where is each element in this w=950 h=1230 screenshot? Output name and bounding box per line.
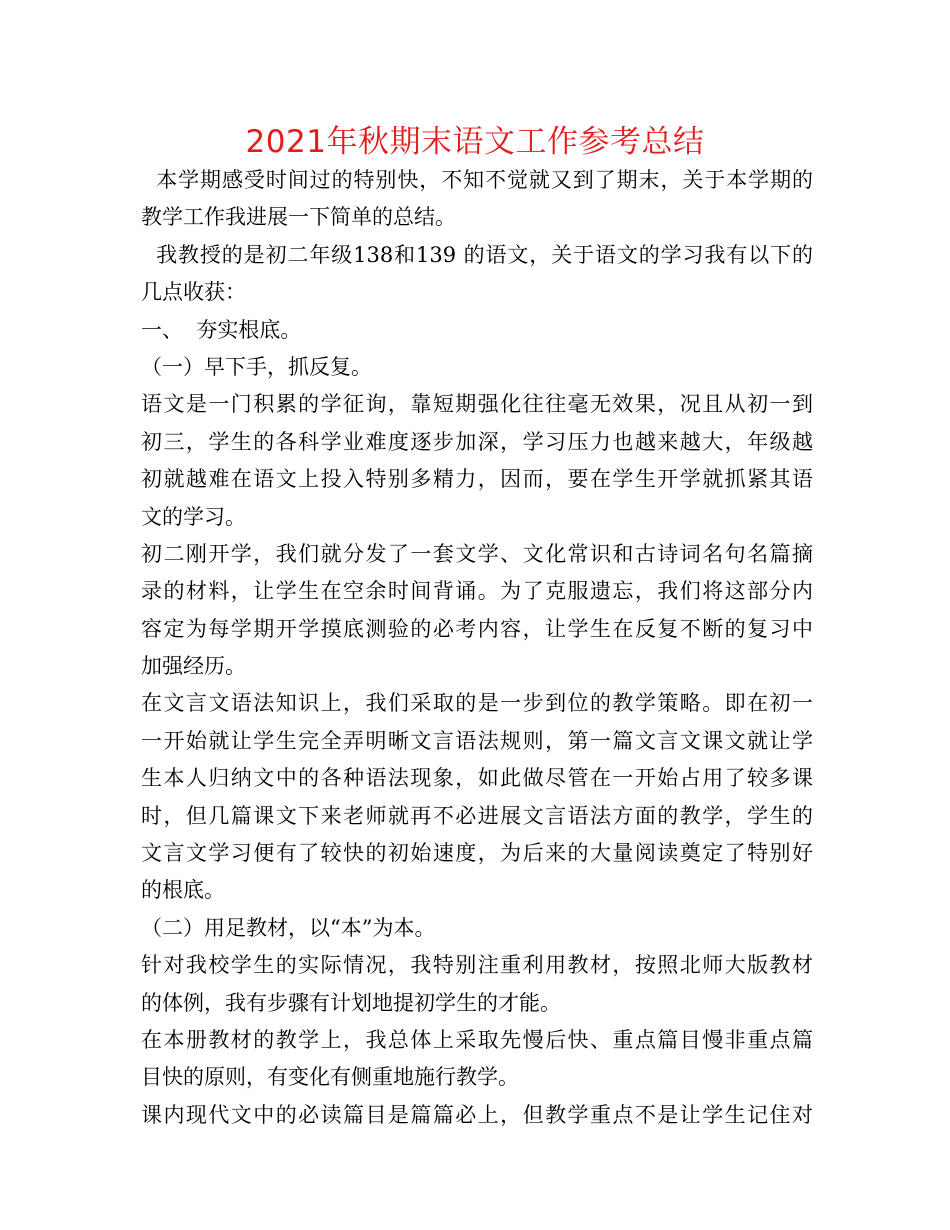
body-line: 初就越难在语文上投入特别多精力，因而，要在学生开学就抓紧其语 <box>141 467 813 492</box>
body-line: 生本人归纳文中的各种语法现象，如此做尽管在一开始占用了较多课 <box>141 766 813 791</box>
body-line: 一、 夯实根底。 <box>141 317 302 342</box>
body-line: 我教授的是初二年级138和139 的语文，关于语文的学习我有以下的 <box>141 242 813 267</box>
body-line: 一开始就让学生完全弄明晰文言语法规则，第一篇文言文课文就让学 <box>141 728 813 753</box>
body-line: 语文是一门积累的学征询，靠短期强化往往毫无效果，况且从初一到 <box>141 392 813 417</box>
body-line: 在本册教材的教学上，我总体上采取先慢后快、重点篇目慢非重点篇 <box>141 1027 813 1052</box>
body-line: 文言文学习便有了较快的初始速度，为后来的大量阅读奠定了特别好 <box>141 841 813 866</box>
body-line: 教学工作我进展一下简单的总结。 <box>141 205 456 230</box>
body-line: 加强经历。 <box>141 654 246 679</box>
body-line: 容定为每学期开学摸底测验的必考内容，让学生在反复不断的复习中 <box>141 616 813 641</box>
body-line: （一）早下手，抓反复。 <box>141 354 372 379</box>
body-line: 初二刚开学，我们就分发了一套文学、文化常识和古诗词名句名篇摘 <box>141 541 813 566</box>
body-line: （二）用足教材，以“本”为本。 <box>141 915 436 940</box>
body-line: 文的学习。 <box>141 504 246 529</box>
body-line: 本学期感受时间过的特别快，不知不觉就又到了期末，关于本学期的 <box>141 168 813 192</box>
body-line: 录的材料，让学生在空余时间背诵。为了克服遗忘，我们将这部分内 <box>141 579 813 604</box>
body-line: 的根底。 <box>141 878 225 903</box>
document-body <box>141 162 813 1134</box>
document-title: 2021年秋期末语文工作参考总结 <box>245 124 705 160</box>
body-line: 的体例，我有步骤有计划地提初学生的才能。 <box>141 990 561 1015</box>
body-line: 针对我校学生的实际情况，我特别注重利用教材，按照北师大版教材 <box>141 953 813 978</box>
body-line: 目快的原则，有变化有侧重地施行教学。 <box>141 1065 519 1090</box>
body-line: 时，但几篇课文下来老师就再不必进展文言语法方面的教学，学生的 <box>141 803 813 828</box>
body-line: 初三，学生的各科学业难度逐步加深，学习压力也越来越大，年级越 <box>141 429 813 454</box>
body-line: 课内现代文中的必读篇目是篇篇必上，但教学重点不是让学生记住对 <box>141 1102 813 1127</box>
body-line: 几点收获： <box>141 280 246 305</box>
body-line: 在文言文语法知识上，我们采取的是一步到位的教学策略。即在初一 <box>141 691 813 716</box>
